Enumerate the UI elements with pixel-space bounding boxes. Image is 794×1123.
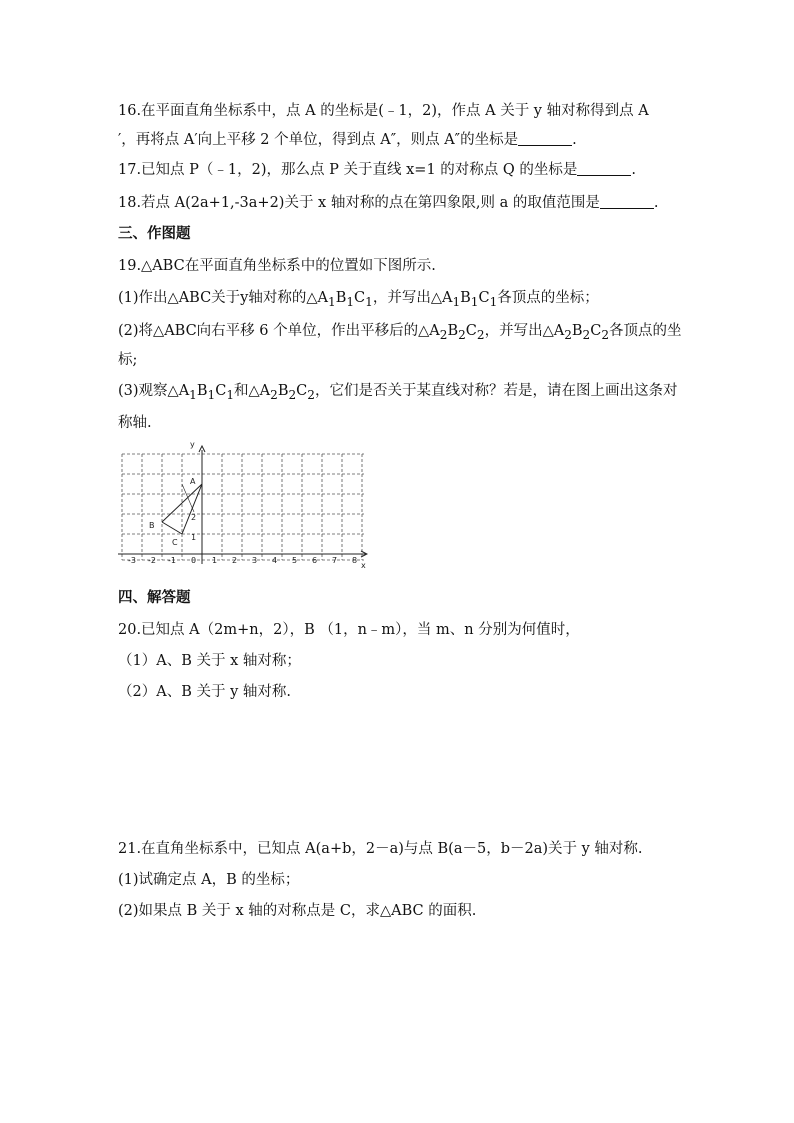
subscript: 2 xyxy=(288,387,297,402)
question-21-part-1: (1)试确定点 A，B 的坐标； xyxy=(118,872,300,888)
axes xyxy=(118,446,367,564)
subscript: 2 xyxy=(582,327,591,342)
subscript: 1 xyxy=(489,294,498,309)
question-16-period: . xyxy=(572,132,577,148)
section-heading-3: 三、作图题 xyxy=(118,226,191,242)
y-tick-1: 1 xyxy=(191,533,197,542)
q19-p2-text-g: 各顶点的坐 xyxy=(609,323,682,339)
x-tick--3: -3 xyxy=(128,556,136,565)
question-20-part-2: （2）A、B 关于 y 轴对称. xyxy=(118,684,291,700)
x-tick-7: 7 xyxy=(332,556,338,565)
question-19-part-1 xyxy=(118,288,718,312)
x-tick-1: 1 xyxy=(212,556,218,565)
answer-blank-18 xyxy=(600,194,654,209)
q19-p3-text-f: C xyxy=(296,383,308,399)
point-a-label: A xyxy=(190,477,196,486)
subscript: 1 xyxy=(365,294,373,309)
q19-p2-text-f: C xyxy=(590,323,602,339)
x-tick-8: 8 xyxy=(352,556,358,565)
q19-p3-text-a: (3)观察△A xyxy=(118,383,190,399)
question-16-text: ′，再将点 A′向上平移 2 个单位，得到点 A″，则点 A″的坐标是 xyxy=(118,132,519,148)
subscript: 2 xyxy=(270,387,278,402)
subscript: 1 xyxy=(189,387,197,402)
q19-p3-text-e: B xyxy=(277,383,289,399)
q19-p2-text-a: (2)将△ABC向右平移 6 个单位，作出平移后的△A xyxy=(118,323,440,339)
question-19-part-2 xyxy=(118,321,718,345)
x-tick-5: 5 xyxy=(292,556,298,565)
x-tick--1: -1 xyxy=(168,556,176,565)
question-18-text: 18.若点 A(2a+1,-3a+2)关于 x 轴对称的点在第四象限,则 a 的取值范围是 xyxy=(118,195,600,211)
q19-p2-text-b: B xyxy=(447,323,459,339)
x-tick-4: 4 xyxy=(272,556,278,565)
q19-p1-text-b: B xyxy=(335,290,347,306)
y-tick-2: 2 xyxy=(191,513,197,522)
question-17-text: 17.已知点 P（﹣1，2)，那么点 P 关于直线 x=1 的对称点 Q 的坐标是 xyxy=(118,162,578,178)
question-19-part-2-cont: 标; xyxy=(118,352,138,368)
y-axis-label: y xyxy=(190,440,195,449)
q19-p1-text-c: C xyxy=(354,290,366,306)
x-tick-0: 0 xyxy=(191,556,197,565)
q19-p3-text-g: ，它们是否关于某直线对称？若是，请在图上画出这条对 xyxy=(314,383,678,399)
subscript: 2 xyxy=(564,327,572,342)
question-19-part-3 xyxy=(118,381,718,405)
subscript: 2 xyxy=(439,327,448,342)
question-16-line-2 xyxy=(118,130,718,150)
point-b-label: B xyxy=(149,521,155,530)
q19-p1-text-d: ，并写出△A xyxy=(372,290,453,306)
q19-p2-text-d: ，并写出△A xyxy=(484,323,565,339)
question-21-stem: 21.在直角坐标系中，已知点 A(a+b，2－a)与点 B(a－5，b－2a)关于 y 轴对称. xyxy=(118,841,643,857)
x-tick-3: 3 xyxy=(252,556,258,565)
x-axis-label: x xyxy=(361,561,366,570)
question-16-line-1: 16.在平面直角坐标系中，点 A 的坐标是(﹣1，2)，作点 A 关于 y 轴对称得到点 A xyxy=(118,103,649,119)
question-21-part-2: (2)如果点 B 关于 x 轴的对称点是 C，求△ABC 的面积. xyxy=(118,903,477,919)
question-17 xyxy=(118,160,718,180)
coordinate-grid-svg xyxy=(118,440,368,575)
question-18 xyxy=(118,193,718,213)
q19-p3-text-c: C xyxy=(215,383,227,399)
subscript: 1 xyxy=(328,294,336,309)
question-19-part-3-cont: 称轴. xyxy=(118,415,152,431)
coordinate-grid-figure xyxy=(118,440,368,575)
x-tick-2: 2 xyxy=(232,556,238,565)
subscript: 1 xyxy=(207,387,216,402)
section-heading-4: 四、解答题 xyxy=(118,590,191,606)
x-tick--2: -2 xyxy=(148,556,156,565)
q19-p1-text-g: 各顶点的坐标； xyxy=(497,290,599,306)
answer-blank-16 xyxy=(518,131,572,146)
question-20-stem: 20.已知点 A（2m+n，2），B （1，n﹣m），当 m、n 分别为何值时， xyxy=(118,622,580,638)
subscript: 2 xyxy=(601,327,610,342)
q19-p2-text-c: C xyxy=(465,323,477,339)
question-18-period: . xyxy=(653,195,659,211)
q19-p1-text-a: (1)作出△ABC关于y轴对称的△A xyxy=(118,290,328,306)
q19-p3-text-b: B xyxy=(196,383,208,399)
point-c-label: C xyxy=(172,538,178,547)
question-19-stem: 19.△ABC在平面直角坐标系中的位置如下图所示. xyxy=(118,258,436,274)
q19-p1-text-f: C xyxy=(478,290,490,306)
q19-p3-text-d: 和△A xyxy=(234,383,271,399)
subscript: 1 xyxy=(226,387,234,402)
subscript: 1 xyxy=(470,294,479,309)
subscript: 1 xyxy=(452,294,461,309)
subscript: 1 xyxy=(346,294,355,309)
subscript: 2 xyxy=(458,327,466,342)
subscript: 2 xyxy=(307,387,315,402)
answer-blank-17 xyxy=(577,161,631,176)
question-20-part-1: （1）A、B 关于 x 轴对称； xyxy=(118,653,301,669)
q19-p2-text-e: B xyxy=(571,323,583,339)
q19-p1-text-e: B xyxy=(460,290,471,306)
subscript: 2 xyxy=(476,327,485,342)
x-tick-6: 6 xyxy=(312,556,318,565)
question-17-period: . xyxy=(631,162,636,178)
grid-lines xyxy=(122,454,364,560)
